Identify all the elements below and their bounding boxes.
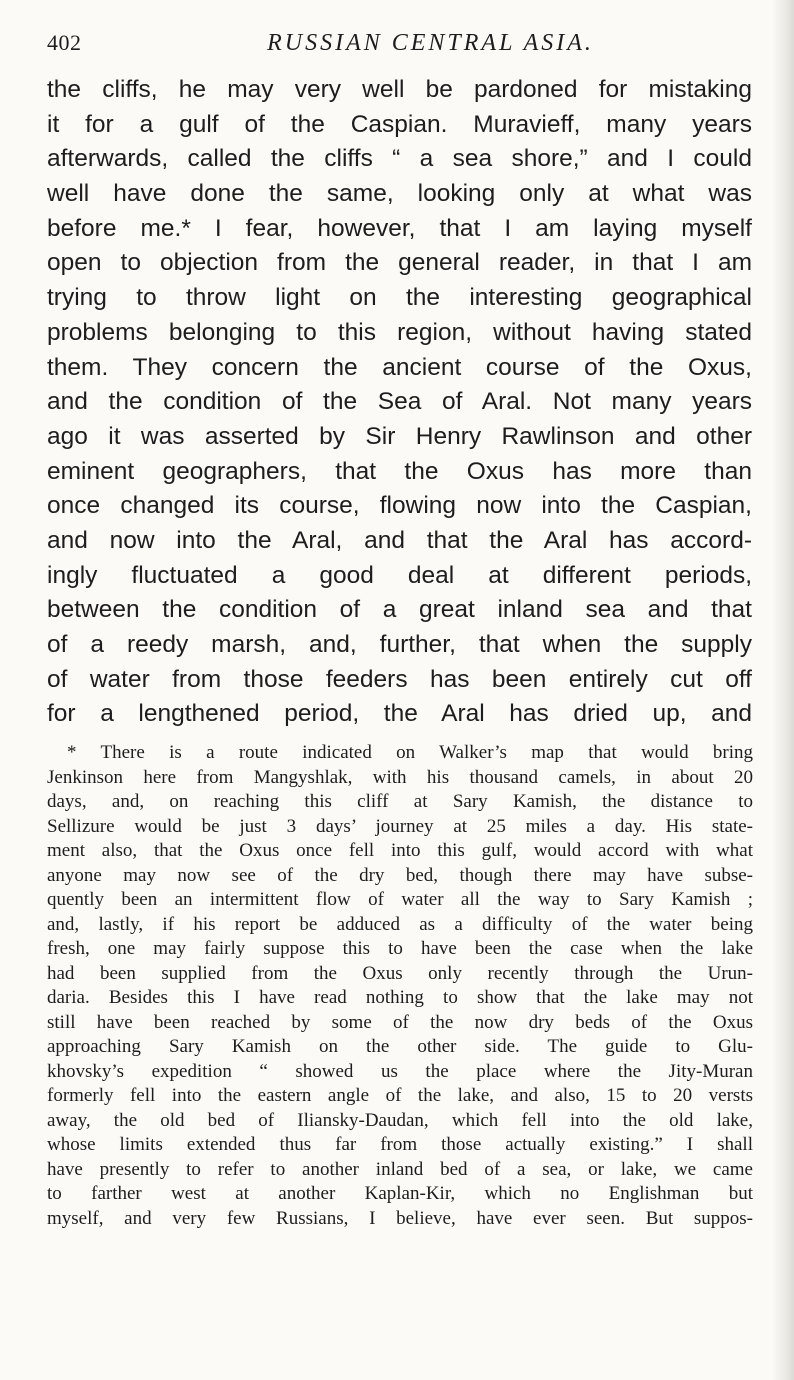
body-line: it for a gulf of the Caspian. Muravieff, many years [47, 110, 752, 138]
footnote-line: still have been reached by some of the now dry beds of the Oxus [47, 1011, 753, 1033]
footnote-line: quently been an intermittent flow of water all the way to Sary Kamish ; [47, 889, 753, 910]
body-line: of water from those feeders has been entirely cut off [47, 665, 752, 693]
footnote-line: away, the old bed of Iliansky-Daudan, which fell into the old lake, [47, 1109, 753, 1131]
footnote-line: approaching Sary Kamish on the other side. The guide to Glu- [47, 1036, 753, 1057]
page-number: 402 [47, 30, 82, 55]
footnote-line: fresh, one may fairly suppose this to have been the case when the lake [47, 938, 753, 959]
footnote-line: * There is a route indicated on Walker’s map that would bring [67, 742, 753, 763]
body-line: ago it was asserted by Sir Henry Rawlinson and other [47, 422, 752, 450]
body-line: before me.* I fear, however, that I am laying myself [47, 214, 752, 242]
running-head: RUSSIAN CENTRAL ASIA. [267, 30, 594, 56]
body-line: and the condition of the Sea of Aral. Not many years [47, 388, 752, 416]
body-line: once changed its course, flowing now into the Caspian, [47, 492, 752, 520]
footnote-line: Sellizure would be just 3 days’ journey at 25 miles a day. His state- [47, 815, 753, 837]
body-line: between the condition of a great inland sea and that [47, 596, 752, 624]
footnote-line: whose limits extended thus far from those actually existing.” I shall [47, 1134, 753, 1155]
body-text [47, 73, 752, 732]
body-line: problems belonging to this region, without having stated [47, 318, 752, 346]
footnote [47, 741, 753, 1231]
footnote-line: and, lastly, if his report be adduced as a difficulty of the water being [47, 913, 753, 935]
body-line: them. They concern the ancient course of the Oxus, [47, 353, 752, 381]
footnote-line: had been supplied from the Oxus only recently through the Urun- [47, 962, 753, 984]
body-line: well have done the same, looking only at what was [47, 180, 752, 208]
footnote-line: anyone may now see of the dry bed, though there may have subse- [47, 864, 753, 886]
body-line: open to objection from the general reader, in that I am [47, 249, 752, 277]
body-line: trying to throw light on the interesting geographical [47, 284, 752, 312]
body-line: for a lengthened period, the Aral has dried up, and [47, 700, 752, 728]
footnote-line: formerly fell into the eastern angle of the lake, and also, 15 to 20 versts [47, 1085, 753, 1106]
body-line: ingly fluctuated a good deal at different periods, [47, 561, 752, 589]
body-line: afterwards, called the cliffs “ a sea shore,” and I could [47, 145, 752, 173]
page-header [47, 30, 754, 58]
body-line: of a reedy marsh, and, further, that when the supply [47, 631, 752, 658]
footnote-line: have presently to refer to another inland bed of a sea, or lake, we came [47, 1158, 753, 1180]
footnote-line: days, and, on reaching this cliff at Sary Kamish, the distance to [47, 791, 753, 812]
footnote-line: Jenkinson here from Mangyshlak, with his thousand camels, in about 20 [47, 766, 753, 788]
footnote-line: myself, and very few Russians, I believe, have ever seen. But suppos- [47, 1207, 753, 1229]
footnote-line: to farther west at another Kaplan-Kir, which no Englishman but [47, 1183, 753, 1204]
footnote-line: ment also, that the Oxus once fell into this gulf, would accord with what [47, 840, 753, 861]
page-edge-shadow [772, 0, 794, 1380]
footnote-line: daria. Besides this I have read nothing to show that the lake may not [47, 987, 753, 1008]
footnote-line: khovsky’s expedition “ showed us the place where the Jity-Muran [47, 1060, 753, 1082]
body-line: and now into the Aral, and that the Aral has accord- [47, 526, 752, 554]
body-line: eminent geographers, that the Oxus has more than [47, 457, 752, 485]
body-line: the cliffs, he may very well be pardoned for mistaking [47, 76, 752, 103]
